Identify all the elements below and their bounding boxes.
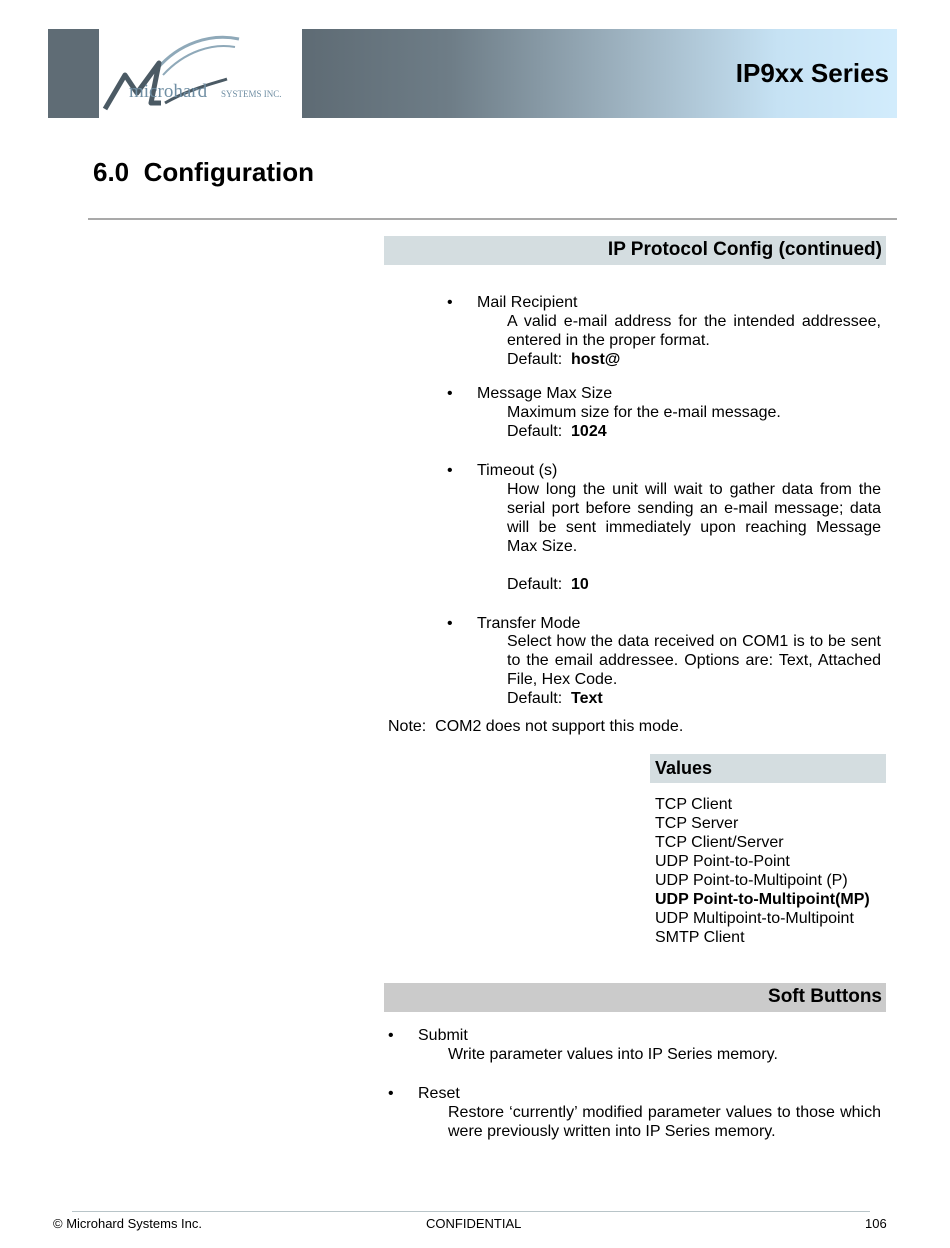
- page-number: 106: [865, 1216, 887, 1231]
- submit-desc: Write parameter values into IP Series memory.: [448, 1046, 778, 1063]
- default-label: Default:: [507, 690, 563, 707]
- default-value: 1024: [571, 423, 607, 440]
- bullet-icon: •: [447, 294, 453, 311]
- ip-protocol-section-bar: [384, 236, 886, 265]
- footer-confidential: CONFIDENTIAL: [426, 1216, 522, 1231]
- reset-label: Reset: [418, 1085, 460, 1102]
- default-label: Default:: [507, 423, 563, 440]
- default-value: 10: [571, 576, 589, 593]
- bullet-icon: •: [388, 1027, 394, 1044]
- list-item: UDP Point-to-Multipoint (P): [655, 872, 848, 889]
- series-title: IP9xx Series: [735, 58, 889, 88]
- company-logo: [99, 29, 302, 118]
- default-value: host@: [571, 351, 621, 368]
- timeout-default: [507, 575, 589, 594]
- transfer-mode-default: [507, 689, 603, 708]
- list-item: TCP Client/Server: [655, 834, 784, 851]
- list-item: UDP Multipoint-to-Multipoint: [655, 910, 854, 927]
- svg-text:SYSTEMS INC.: SYSTEMS INC.: [221, 89, 282, 99]
- values-header: [650, 754, 886, 783]
- list-item-default: UDP Point-to-Multipoint(MP): [655, 891, 870, 908]
- footer-divider: [72, 1211, 870, 1212]
- message-max-size-desc: Maximum size for the e-mail message.: [507, 404, 781, 421]
- section-divider: [88, 218, 897, 220]
- footer-copyright: © Microhard Systems Inc.: [53, 1216, 203, 1231]
- page-title: 6.0 Configuration: [93, 157, 314, 187]
- mail-recipient-default: [507, 350, 620, 369]
- bullet-icon: •: [447, 462, 453, 479]
- timeout-desc: How long the unit will wait to gather data from the serial port before sending an e-mail message; data will be sent immediately upon reaching Message Max Size.: [507, 481, 881, 555]
- list-item: TCP Client: [655, 796, 733, 813]
- list-item: UDP Point-to-Point: [655, 853, 790, 870]
- com2-note: Note: COM2 does not support this mode.: [388, 718, 684, 735]
- ip-protocol-section-title: IP Protocol Config (continued): [607, 239, 882, 260]
- list-item: TCP Server: [655, 815, 739, 832]
- transfer-mode-desc: Select how the data received on COM1 is to be sent to the email addressee. Options are: Text, Attached File, Hex Code.: [507, 633, 881, 688]
- list-item: SMTP Client: [655, 929, 745, 946]
- default-label: Default:: [507, 576, 563, 593]
- submit-label: Submit: [418, 1027, 468, 1044]
- soft-buttons-section-title: Soft Buttons: [768, 986, 882, 1007]
- mail-recipient-desc: A valid e-mail address for the intended addressee, entered in the proper format.: [507, 313, 881, 349]
- transfer-mode-label: Transfer Mode: [477, 615, 581, 632]
- reset-desc: Restore ‘currently’ modified parameter values to those which were previously written into IP Series memory.: [448, 1104, 881, 1140]
- values-title: Values: [655, 758, 713, 778]
- mail-recipient-label: Mail Recipient: [477, 294, 578, 311]
- svg-text:microhard: microhard: [129, 81, 208, 102]
- message-max-size-default: [507, 422, 607, 441]
- header-gradient: [302, 29, 897, 118]
- soft-buttons-section-bar: [384, 983, 886, 1012]
- message-max-size-label: Message Max Size: [477, 385, 613, 402]
- header-banner: [48, 29, 897, 118]
- timeout-label: Timeout (s): [477, 462, 558, 479]
- bullet-icon: •: [447, 385, 453, 402]
- default-label: Default:: [507, 351, 563, 368]
- values-list: [655, 795, 870, 947]
- header-grey-block: [48, 29, 99, 118]
- default-value: Text: [571, 690, 603, 707]
- bullet-icon: •: [388, 1085, 394, 1102]
- bullet-icon: •: [447, 615, 453, 632]
- microhard-logo-icon: [99, 29, 302, 118]
